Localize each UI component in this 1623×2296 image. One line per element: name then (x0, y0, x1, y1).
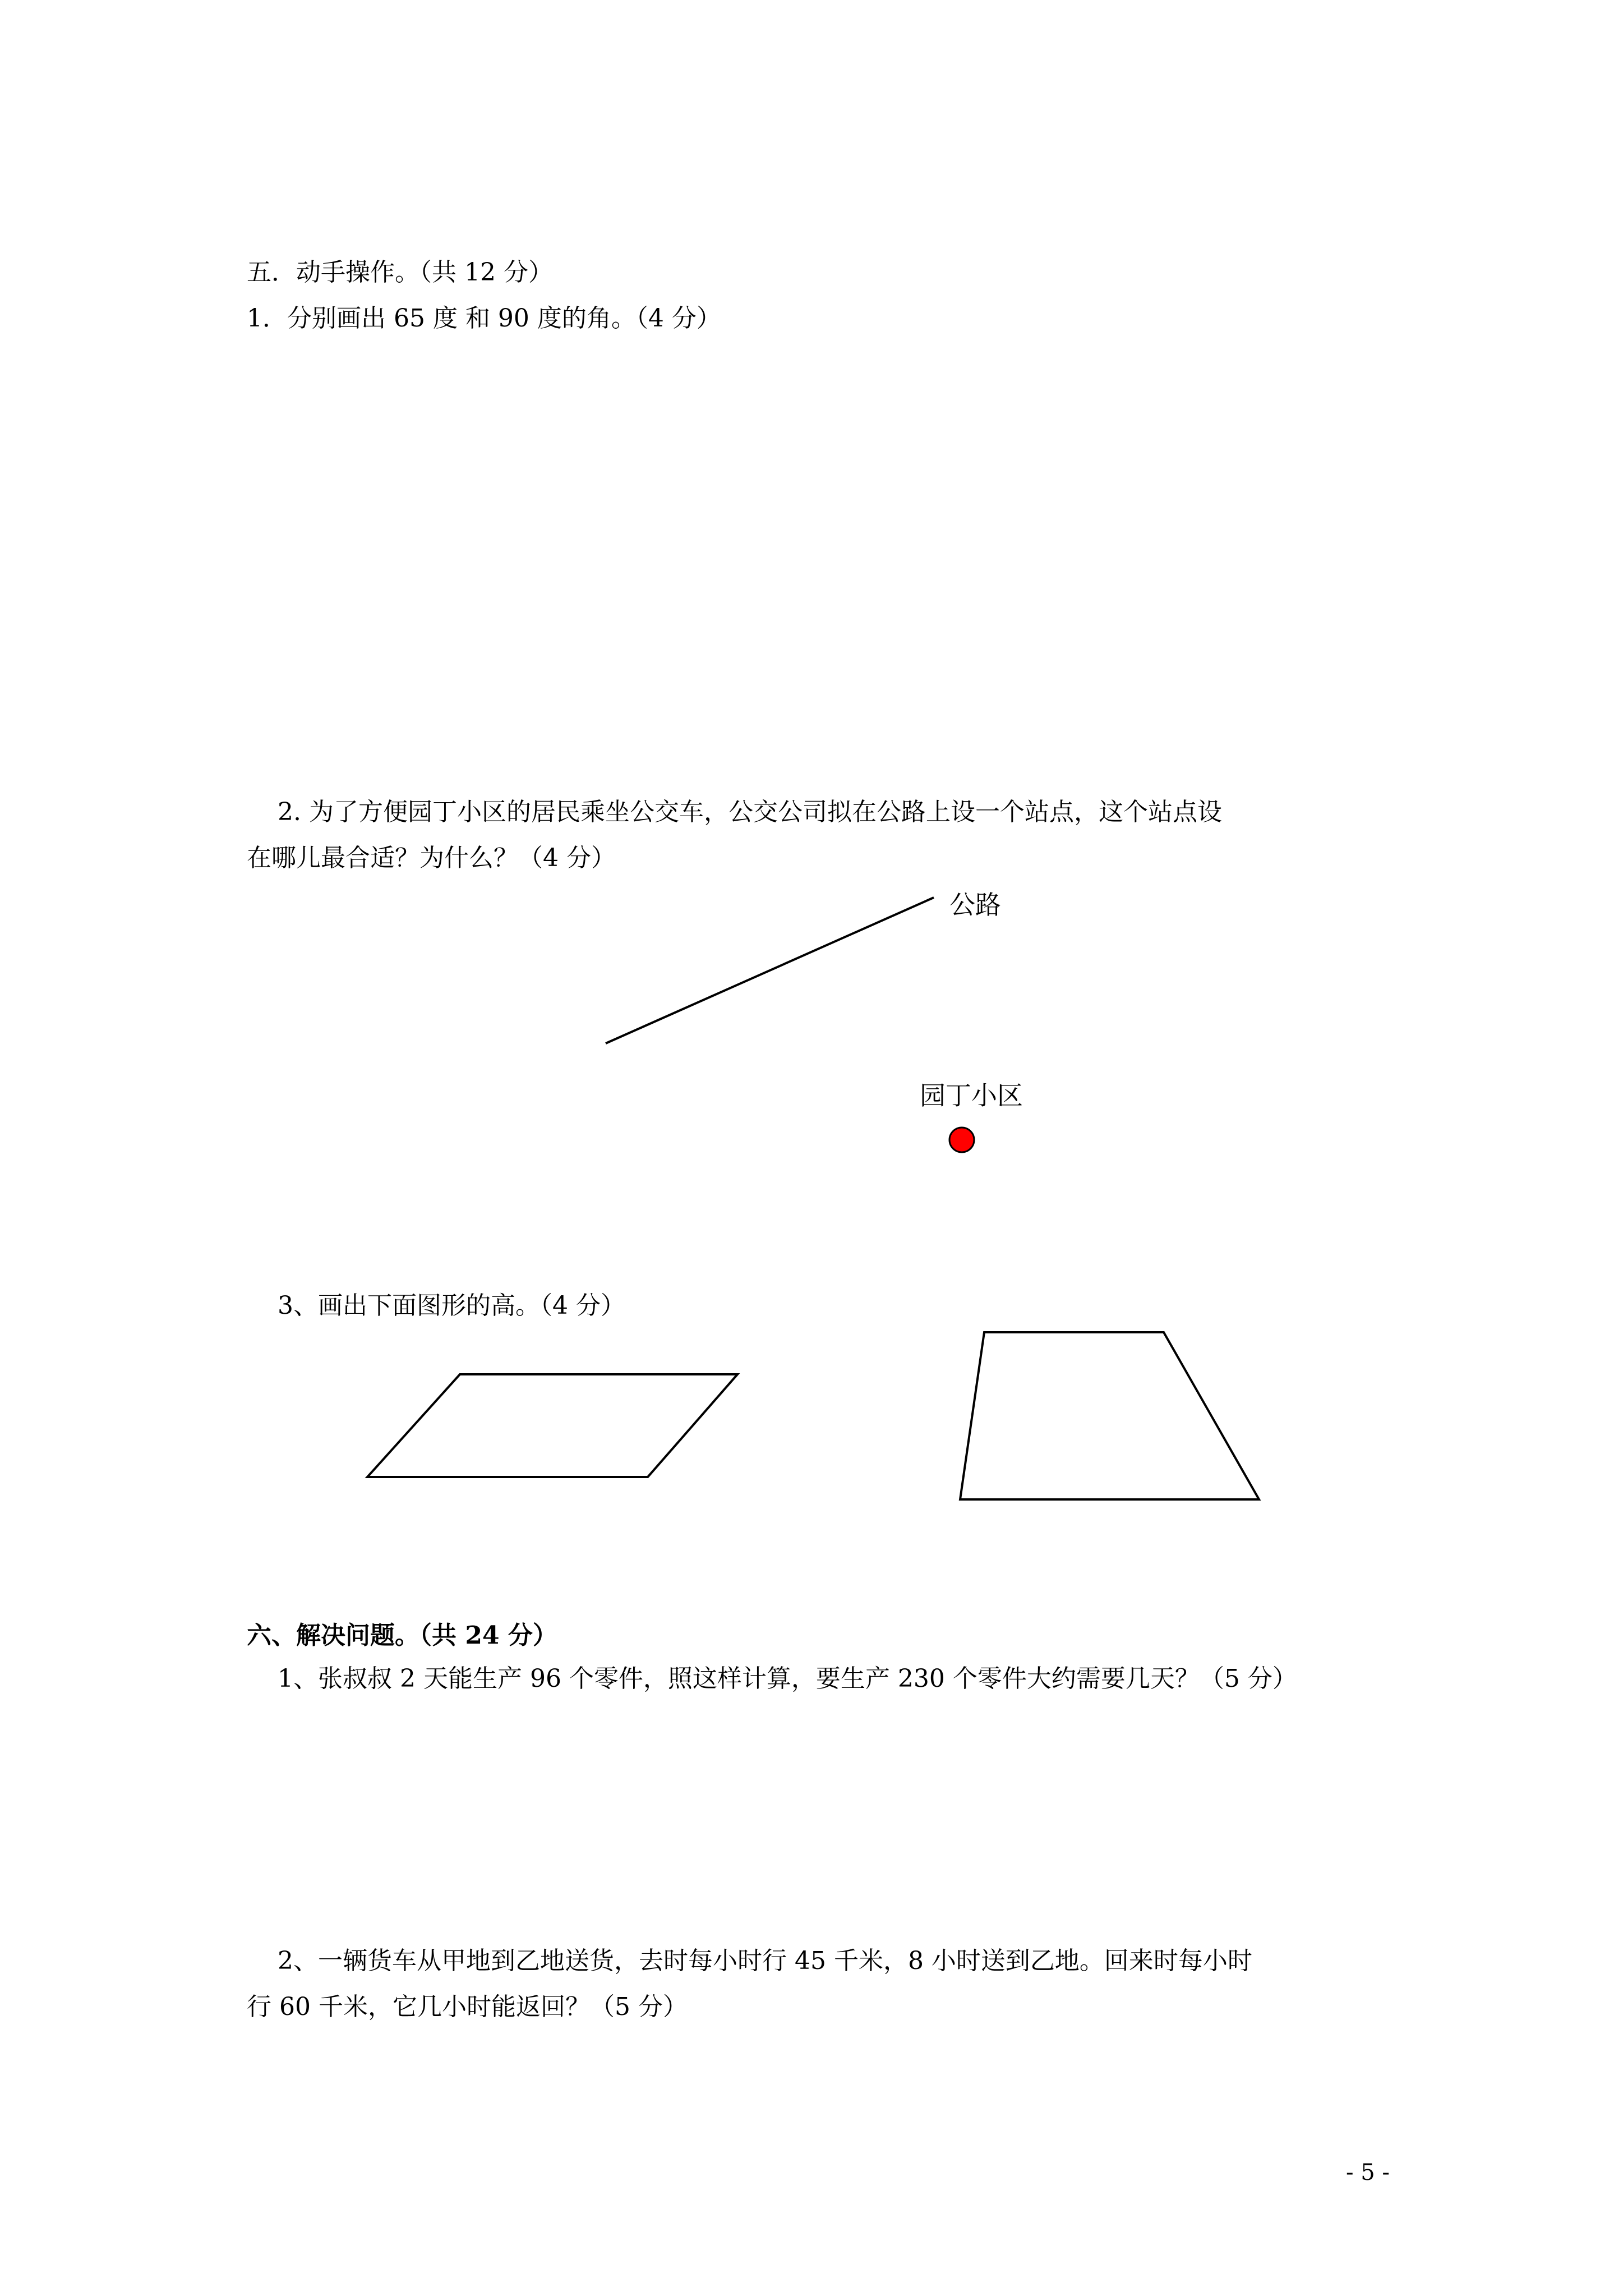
road-label: 公路 (949, 890, 1001, 920)
road-line (606, 898, 934, 1043)
community-dot (949, 1128, 974, 1152)
trapezoid-shape (960, 1332, 1259, 1499)
section5-title: 五．动手操作。（共 12 分） (247, 258, 553, 287)
section6-question1: 1、张叔叔 2 天能生产 96 个零件，照这样计算，要生产 230 个零件大约需要几天？（5 分） (278, 1664, 1297, 1693)
section6-question2-line2: 行 60 千米，它几小时能返回？（5 分） (247, 1993, 688, 2021)
section5-question1: 1．分别画出 65 度 和 90 度的角。（4 分） (247, 304, 721, 333)
page-number: - 5 - (1346, 2160, 1390, 2185)
section5-question3: 3、画出下面图形的高。（4 分） (278, 1291, 625, 1320)
section5-question2-line2: 在哪儿最合适？为什么？（4 分） (247, 844, 616, 872)
section6-question2-line1: 2、一辆货车从甲地到乙地送货，去时每小时行 45 千米，8 小时送到乙地。回来时每小时 (278, 1947, 1252, 1975)
section5-question2-line1: 2. 为了方便园丁小区的居民乘坐公交车，公交公司拟在公路上设一个站点，这个站点设 (278, 798, 1222, 826)
section6-title: 六、解决问题。（共 24 分） (247, 1621, 557, 1650)
community-label: 园丁小区 (920, 1080, 1023, 1111)
parallelogram-shape (367, 1374, 737, 1477)
